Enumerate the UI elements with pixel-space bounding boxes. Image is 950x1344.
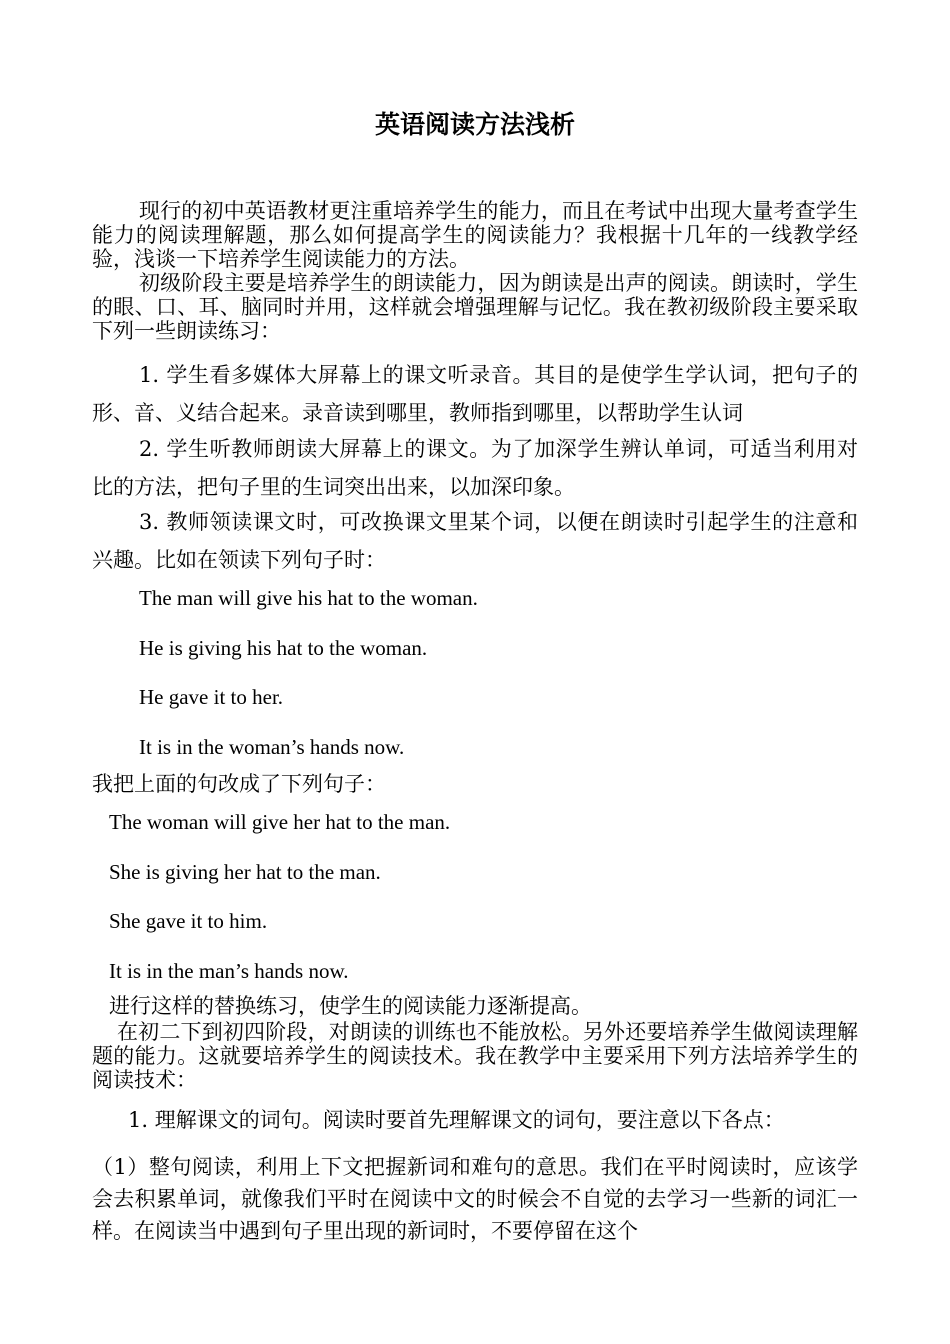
- paragraph-skill-1: 1. 理解课文的词句。阅读时要首先理解课文的词句，要注意以下各点：: [128, 1108, 785, 1132]
- paragraph-item-2: 2. 学生听教师朗读大屏幕上的课文。为了加深学生辨认单词，可适当利用对比的方法，把句子里的生词突出出来，以加深印象。: [92, 437, 858, 499]
- paragraph-changed-intro: 我把上面的句改成了下列句子：: [92, 772, 386, 796]
- original-sentence: It is in the woman’s hands now.: [139, 735, 405, 759]
- paragraph-practice-result: 进行这样的替换练习，使学生的阅读能力逐渐提高。: [109, 994, 592, 1018]
- document-title: 英语阅读方法浅析: [374, 110, 575, 139]
- original-sentence: He is giving his hat to the woman.: [139, 636, 428, 660]
- paragraph-item-3: 3. 教师领读课文时，可改换课文里某个词，以便在朗读时引起学生的注意和兴趣。比如在领读下列句子时：: [92, 510, 858, 572]
- paragraph-junior-stage: 在初二下到初四阶段，对朗读的训练也不能放松。另外还要培养学生做阅读理解题的能力。这就要培养学生的阅读技术。我在教学中主要采用下列方法培养学生的阅读技术：: [92, 1020, 858, 1092]
- paragraph-intro: 现行的初中英语教材更注重培养学生的能力，而且在考试中出现大量考查学生能力的阅读理解题，那么如何提高学生的阅读能力？我根据十几年的一线教学经验，浅谈一下培养学生阅读能力的方法。: [92, 199, 858, 271]
- changed-sentence: She is giving her hat to the man.: [109, 860, 381, 884]
- paragraph-primary-stage: 初级阶段主要是培养学生的朗读能力，因为朗读是出声的阅读。朗读时，学生的眼、口、耳、脑同时并用，这样就会增强理解与记忆。我在教初级阶段主要采取下列一些朗读练习：: [92, 271, 858, 343]
- original-sentence: He gave it to her.: [139, 685, 284, 709]
- original-sentence: The man will give his hat to the woman.: [139, 586, 478, 610]
- paragraph-item-1: 1. 学生看多媒体大屏幕上的课文听录音。其目的是使学生学认词，把句子的形、音、义结合起来。录音读到哪里，教师指到哪里，以帮助学生认词: [92, 363, 858, 425]
- changed-sentence: The woman will give her hat to the man.: [109, 810, 451, 834]
- changed-sentence: She gave it to him.: [109, 909, 268, 933]
- changed-sentence: It is in the man’s hands now.: [109, 959, 349, 983]
- paragraph-sub-1: （1）整句阅读，利用上下文把握新词和难句的意思。我们在平时阅读时，应该学会去积累单词，就像我们平时在阅读中文的时候会不自觉的去学习一些新的词汇一样。在阅读当中遇到句子里出现的新词时，不要停留在这个: [92, 1155, 858, 1243]
